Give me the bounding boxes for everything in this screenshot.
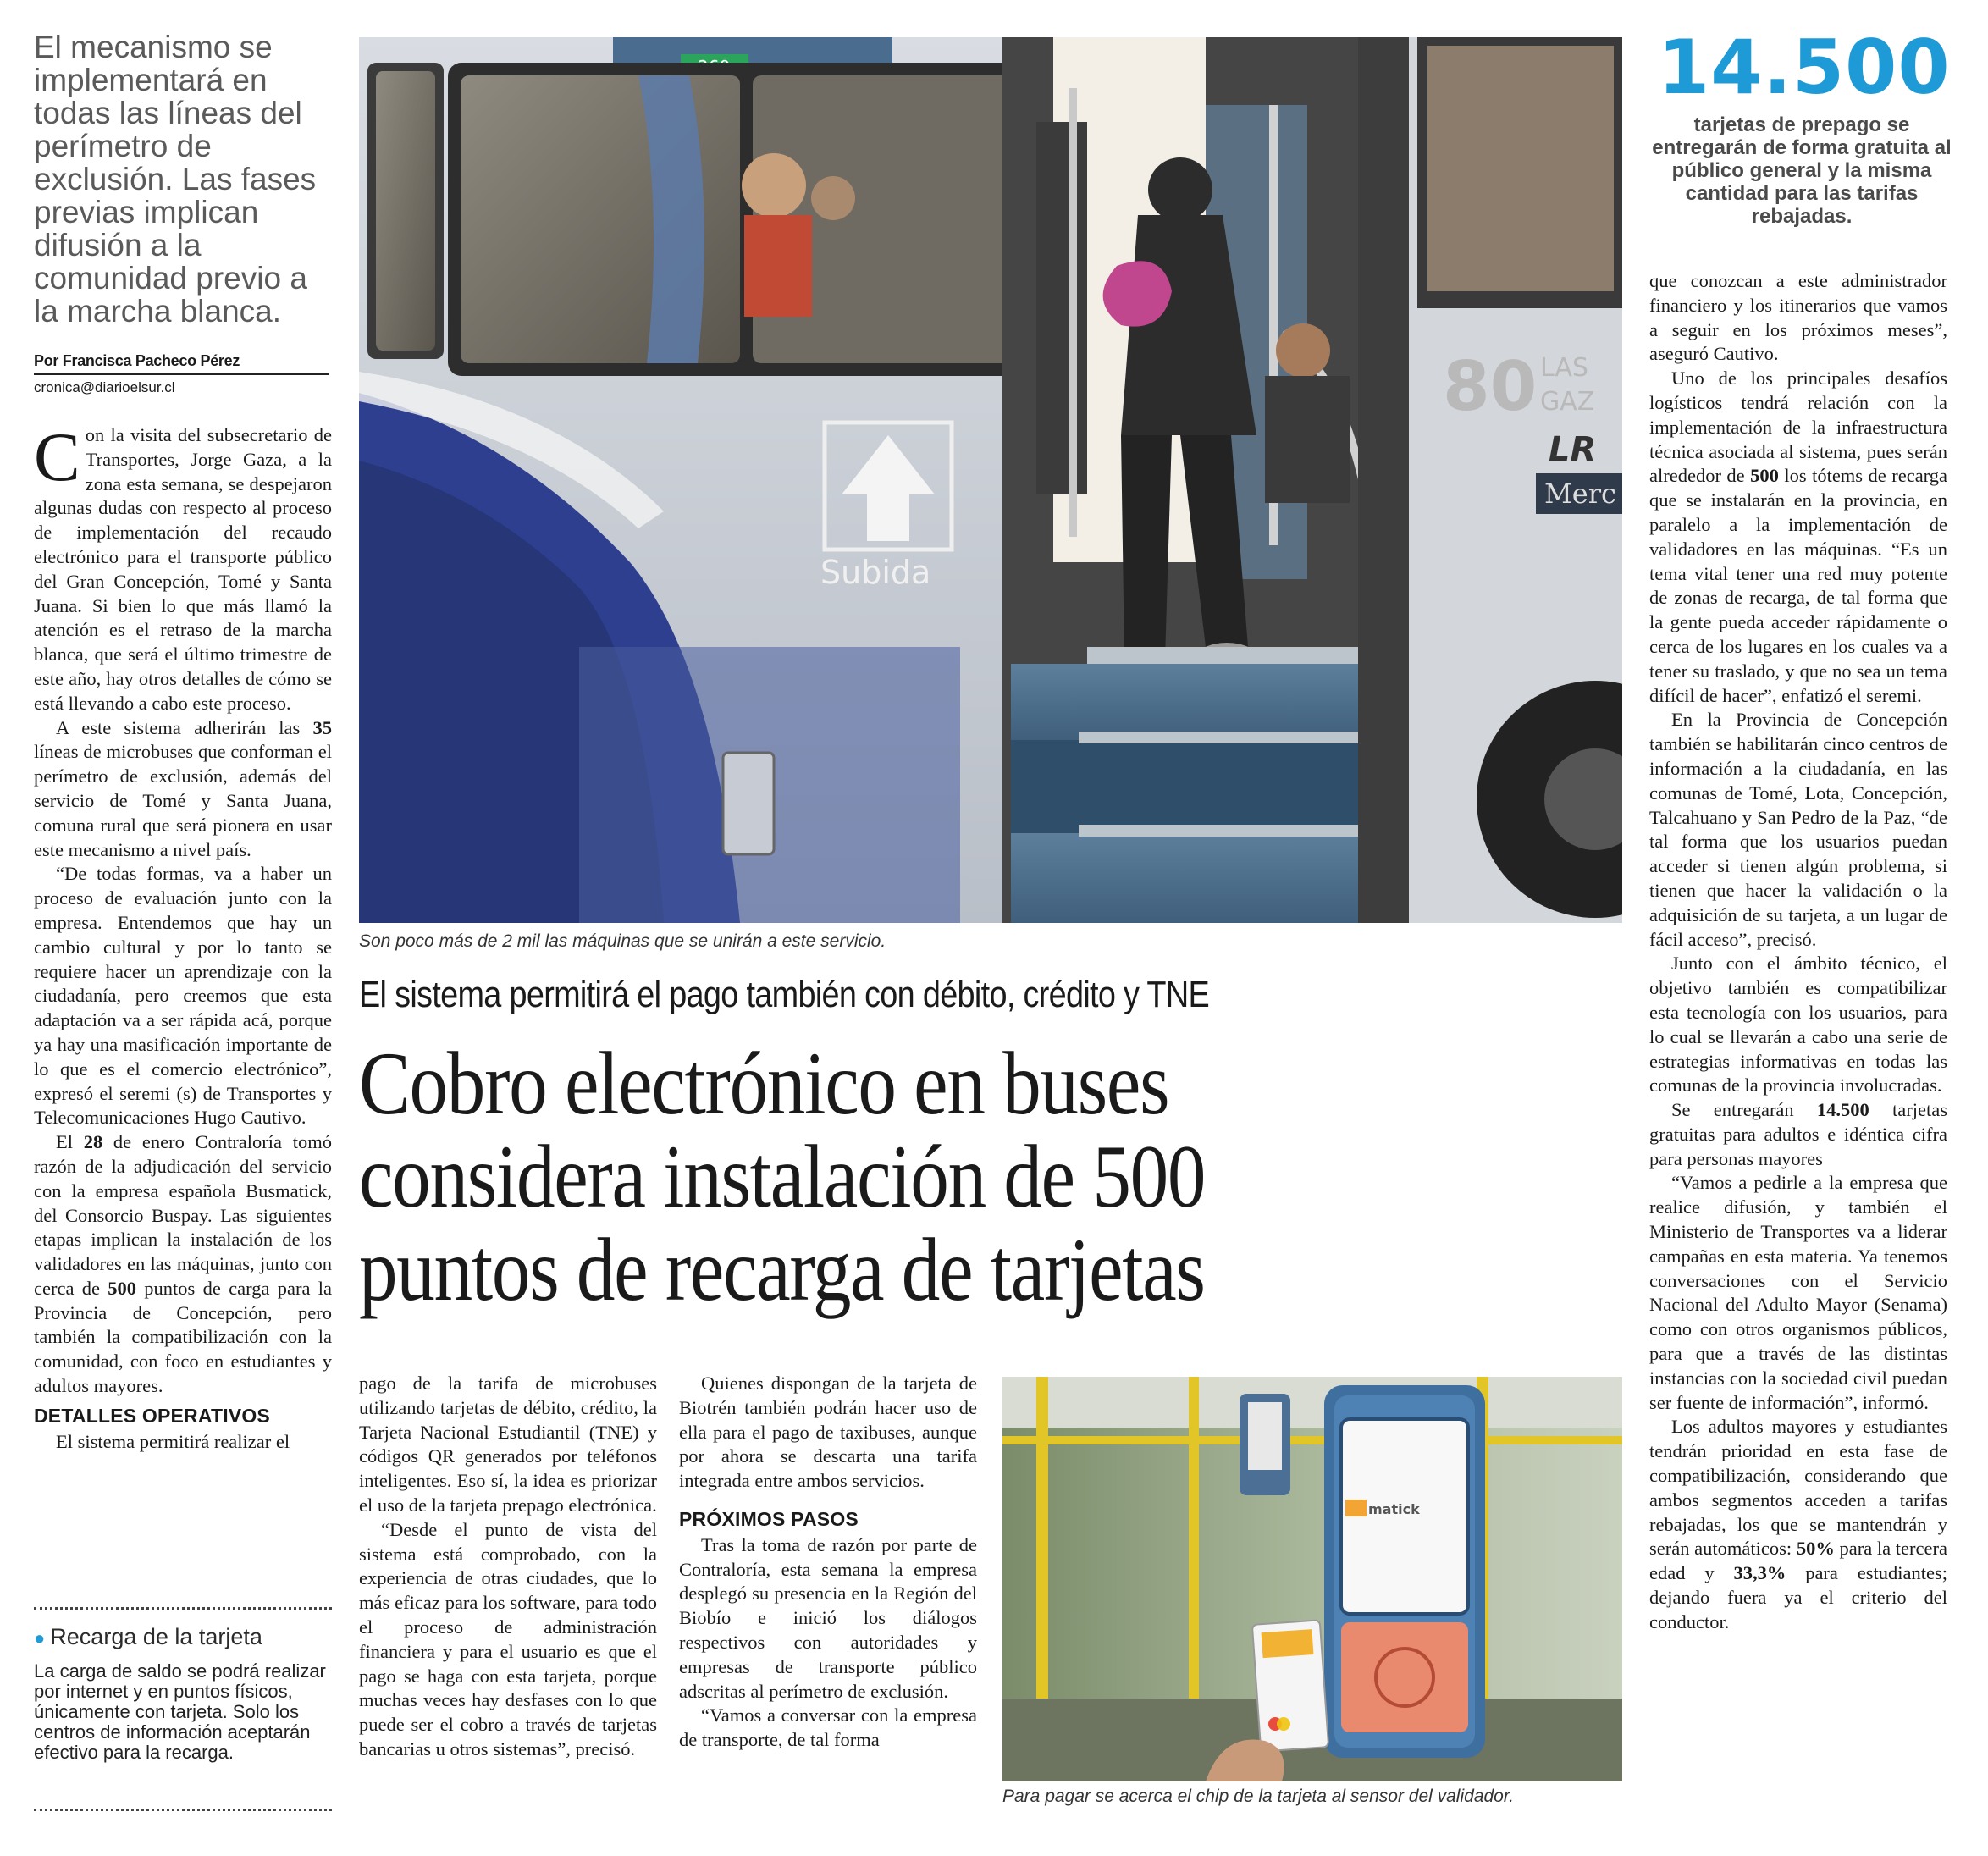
route-number: 80 [1443, 347, 1538, 426]
headline-line: considera instalación de 500 [359, 1127, 1206, 1226]
paragraph: Los adultos mayores y estudiantes tendrán prioridad en esta fase de compatibilización, considerando que ambos segmentos acceden a tarifas rebajadas, los que se mantendrán y serán automáticos: 50% para la tercera edad y 33,3% para estudiantes; dejando fuera ya el criterio del conductor. [1649, 1416, 1947, 1632]
door-label: Subida [820, 554, 931, 591]
kicker: El sistema permitirá el pago también con débito, crédito y TNE [359, 974, 1210, 1015]
sidebar-box-body: La carga de saldo se podrá realizar por internet y en puntos físicos, únicamente con tarjeta. Solo los centros de información aceptarán efectivo para la recarga. [34, 1660, 326, 1763]
headline [359, 1034, 1578, 1319]
author-email: cronica@diarioelsur.cl [34, 379, 175, 395]
headline-line: Cobro electrónico en buses [359, 1034, 1169, 1133]
subheading: PRÓXIMOS PASOS [679, 1507, 859, 1530]
route-text: GAZ [1540, 387, 1595, 417]
bullet-icon: ● [34, 1627, 46, 1649]
paragraph: En la Provincia de Concepción también se habilitarán cinco centros de información a la ciudadanía, en las comunas de Tomé, Lota, Concepción, Talcahuano y San Pedro de la Paz, “de tal forma que los usuarios puedan acceder si tienen algún problema, si tienen que hacer la validación o la adquisición de su tarjeta, a un lugar de fácil acceso”, precisó. [1649, 709, 1947, 950]
paragraph: que conozcan a este administrador financiero y los itinerarios que vamos a seguir en los próximos meses”, aseguró Cautivo. [1649, 270, 1947, 365]
article-column-1 [34, 418, 332, 1454]
validator-brand: matick [1368, 1501, 1420, 1517]
bus-model: Merc [1544, 478, 1616, 510]
bus-brand: LR [1549, 430, 1597, 469]
paragraph: “Desde el punto de vista del sistema está comprobado, con la experiencia de otras ciudades, que lo más eficaz para los software, para todo el proceso de administración financiera y para el usuario es que el pago se haga con esta tarjeta, porque muchas veces hay desfases con lo que puede ser el cobro a través de tarjetas bancarias u otros sistemas”, precisó. [359, 1518, 657, 1759]
paragraph: Junto con el ámbito técnico, el objetivo también es compatibilizar esta tecnología con los usuarios, para lo cual se llevarán a cabo una serie de estrategias informativas en todas las comunas de la provincia involucradas. [1649, 953, 1947, 1096]
paragraph: “Vamos a conversar con la empresa de transporte, de tal forma [679, 1704, 977, 1751]
paragraph: Quienes dispongan de la tarjeta de Biotrén también podrán hacer uso de ella para el pago de taxibuses, aunque por ahora se descarta una tarifa integrada entre ambos servicios. [679, 1373, 977, 1492]
stat-description: tarjetas de prepago se entregarán de forma gratuita al público general y la misma cantidad para las tarifas rebajadas. [1652, 113, 1952, 228]
paragraph: A este sistema adherirán las 35 líneas de microbuses que conforman el perímetro de exclusión, además del servicio de Tomé y Santa Juana, comuna rural que será pionera en usar este mecanismo a nivel país. [34, 716, 332, 860]
paragraph: Con la visita del subsecretario de Transportes, Jorge Gaza, a la zona esta semana, se despejaron algunas dudas con respecto al proceso de implementación del recaudo electrónico para el transporte público del Gran Concepción, Tomé y Santa Juana. Si bien lo que más llamó la atención es el retraso de la marcha blanca, que será el último trimestre de este año, hay otros detalles de cómo se está llevando a cabo este proceso. [34, 418, 332, 714]
bus-photo [359, 37, 1622, 923]
sidebar-box-title: ● Recarga de la tarjeta [34, 1624, 262, 1649]
paragraph: pago de la tarifa de microbuses utilizando tarjetas de débito, crédito, la Tarjeta Nacional Estudiantil (TNE) y códigos QR generados por teléfonos inteligentes. Eso sí, la idea es priorizar el uso de la tarjeta prepago electrónica. [359, 1373, 657, 1516]
article-column-3 [679, 1372, 977, 1753]
paragraph: El 28 de enero Contraloría tomó razón de la adjudicación del servicio con la empresa española Busmatick, del Consorcio Buspay. Las siguientes etapas implican la instalación de los validadores en las máquinas, junto con cerca de 500 puntos de carga para la Provincia de Concepción, pero también la compatibilización con la comunidad, con foco en estudiantes y adultos mayores. [34, 1131, 332, 1397]
route-text: LAS [1540, 353, 1588, 383]
lead-paragraph: El mecanismo se implementará en todas las líneas del perímetro de exclusión. Las fases previas implican difusión a la comunidad previo a la marcha blanca. [34, 30, 317, 329]
paragraph: “Vamos a pedirle a la empresa que realice difusión, y también el Ministerio de Transportes va a liderar campañas en esta materia. Ya tenemos conversaciones con el Servicio Nacional del Adulto Mayor (Senama) como con otros organismos públicos, para que a través de las distintas instancias con la sociedad civil puedan ser fuente de información”, informó. [1649, 1172, 1947, 1413]
divider [34, 1607, 332, 1610]
article-column-4 [1649, 269, 1947, 1635]
photo-caption: Para pagar se acerca el chip de la tarjeta al sensor del validador. [1002, 1787, 1514, 1806]
photo-caption: Son poco más de 2 mil las máquinas que se unirán a este servicio. [359, 931, 886, 951]
validator-photo [1002, 1377, 1622, 1781]
paragraph: “De todas formas, va a haber un proceso de evaluación junto con la empresa. Entendemos que hay un cambio cultural y por lo tanto se requiere hacer un aprendizaje con la ciudadanía, pero creemos que esta adaptación va a ser rápida acá, porque ya hay una masificación importante de lo que es el comercio electrónico”, expresó el seremi (s) de Transportes y Telecomunicaciones Hugo Cautivo. [34, 863, 332, 1129]
paragraph: Uno de los principales desafíos logísticos tendrá relación con la implementación de la infraestructura técnica asociada al sistema, pues serán alrededor de 500 los tótems de recarga que se instalarán en la provincia, en paralelo a la implementación de validadores en las máquinas. “Es un tema vital tener una red muy potente de zonas de recarga, de tal forma que la gente pueda acceder rápidamente o cerca de los lugares en los cuales va a tener su traslado, y que no sea un tema difícil de hacer”, enfatizó el seremi. [1649, 367, 1948, 706]
stat-number: 14.500 [1658, 24, 1951, 111]
headline-line: puntos de recarga de tarjetas [359, 1220, 1205, 1319]
paragraph: Se entregarán 14.500 tarjetas gratuitas para adultos e idéntica cifra para personas mayores [1649, 1099, 1947, 1169]
article-column-2 [359, 1372, 657, 1762]
subheading: DETALLES OPERATIVOS [34, 1404, 270, 1427]
drop-cap: C [34, 418, 80, 495]
paragraph: El sistema permitirá realizar el [56, 1430, 290, 1452]
divider [34, 1809, 332, 1811]
byline: Por Francisca Pacheco Pérez [34, 352, 329, 375]
paragraph: Tras la toma de razón por parte de Contraloría, esta semana la empresa desplegó su presencia en la Región del Biobío e inició los diálogos respectivos con autoridades y empresas de transporte público adscritas al perímetro de exclusión. [679, 1533, 977, 1702]
